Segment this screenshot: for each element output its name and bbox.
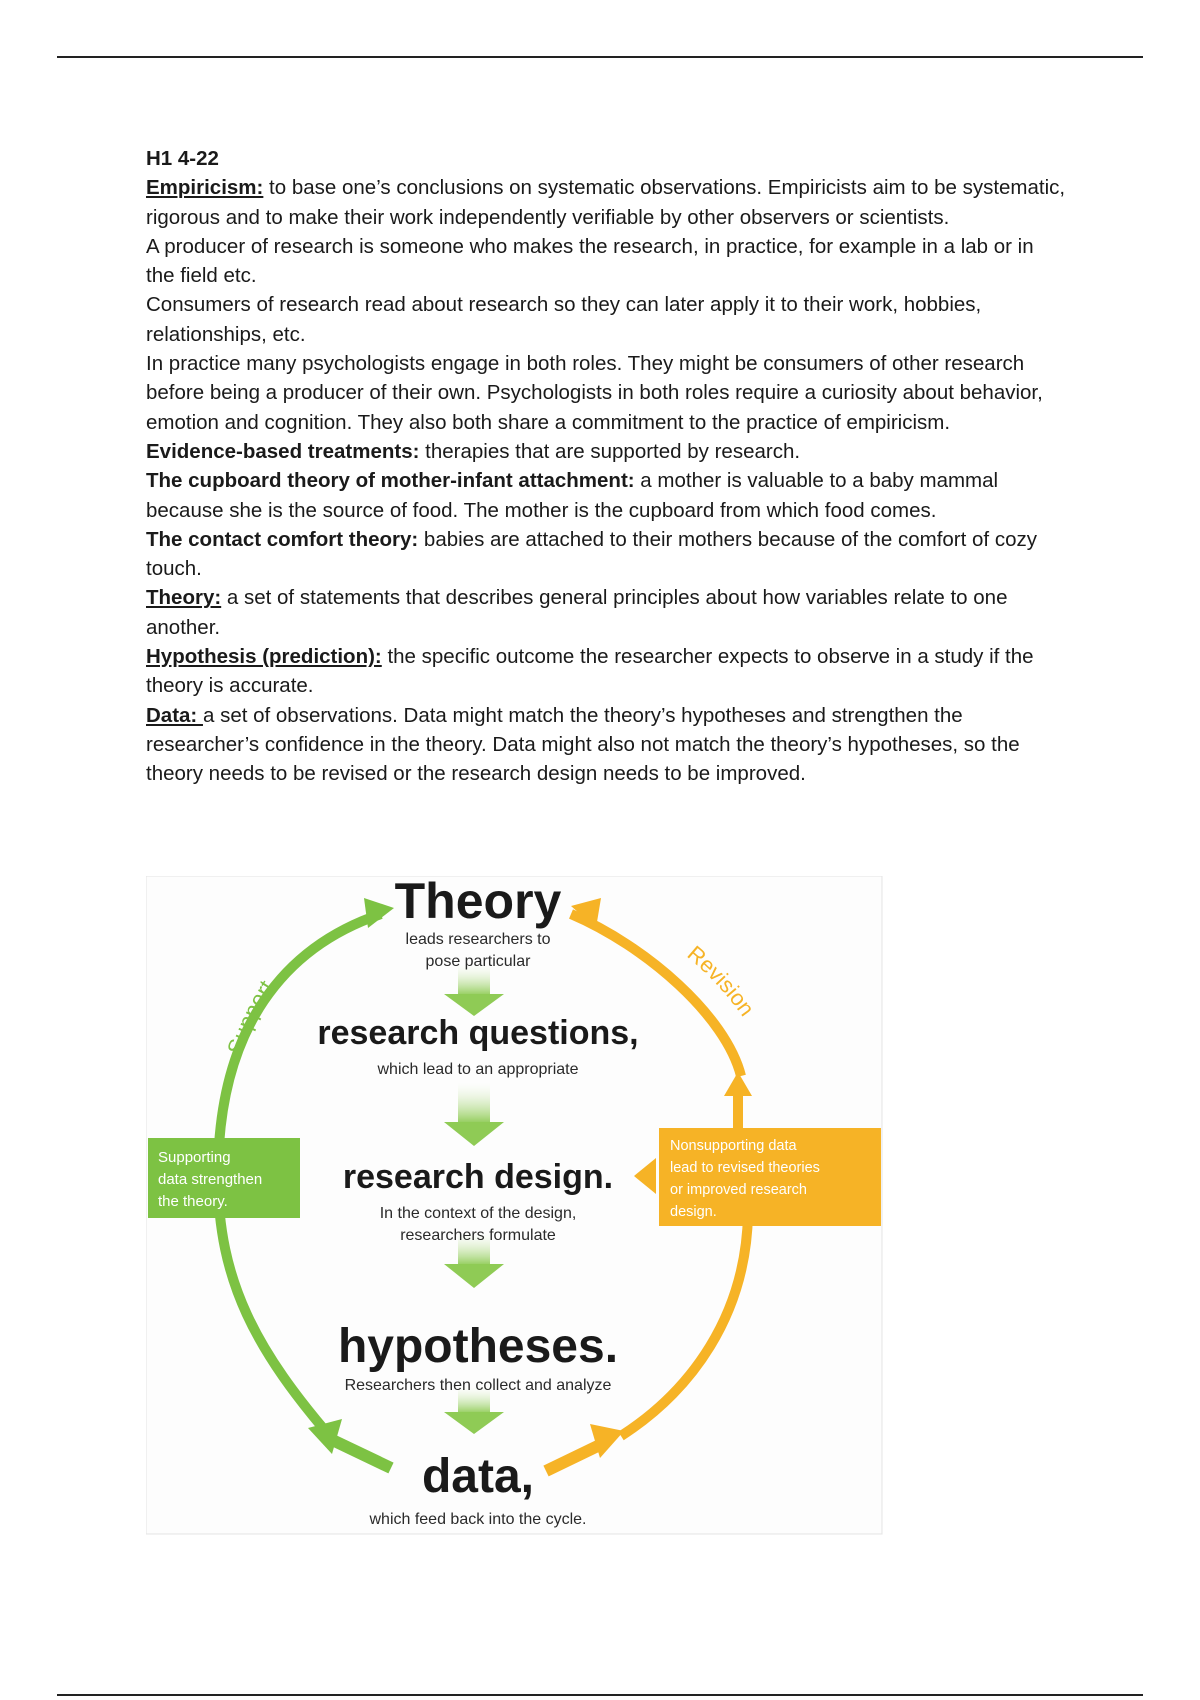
support-box-line-2: data strengthen — [158, 1171, 263, 1188]
paragraph-list — [146, 173, 1066, 788]
data-sub: which feed back into the cycle. — [369, 1511, 587, 1528]
term: Data: — [146, 703, 203, 727]
data-title: data, — [421, 1450, 535, 1503]
design-sub-1: In the context of the design, — [379, 1205, 577, 1222]
questions-title: research questions, — [317, 1014, 639, 1052]
support-label: Support — [222, 975, 279, 1058]
definition-text: babies are attached to their mothers because of the comfort of cozy touch. — [146, 527, 1037, 581]
revision-box-line-4: design. — [670, 1204, 717, 1220]
paragraph — [146, 232, 1066, 291]
revision-label: Revision — [682, 940, 760, 1021]
term: Evidence-based treatments: — [146, 439, 420, 463]
definition-text: the specific outcome the researcher expects to observe in a study if the theory is accurate. — [146, 645, 1034, 698]
paragraph — [146, 701, 1066, 789]
definition-text: a set of statements that describes general principles about how variables relate to one another. — [146, 586, 1008, 639]
paragraph — [146, 173, 1066, 232]
definition-text: therapies that are supported by research. — [419, 439, 801, 463]
revision-box-line-3: or improved research — [670, 1182, 807, 1198]
definition-text: A producer of research is someone who makes the research, in practice, for example in a lab or in the field etc. — [146, 234, 1034, 288]
term: The cupboard theory of mother-infant attachment: — [146, 469, 635, 493]
hypotheses-sub: Researchers then collect and analyze — [344, 1377, 612, 1394]
support-box-line-1: Supporting — [158, 1149, 231, 1166]
term: Empiricism: — [146, 176, 264, 200]
paragraph — [146, 583, 1066, 642]
design-title: research design. — [342, 1158, 614, 1196]
paragraph — [146, 437, 1066, 466]
theory-sub-1: leads researchers to — [405, 931, 551, 948]
paragraph — [146, 525, 1066, 584]
paragraph — [146, 290, 1066, 349]
theory-title: Theory — [394, 876, 562, 929]
revision-box-line-1: Nonsupporting data — [670, 1138, 797, 1154]
hypotheses-title: hypotheses. — [337, 1320, 619, 1373]
paragraph — [146, 466, 1066, 525]
definition-text: a mother is valuable to a baby mammal because she is the source of food. The mother is the cupboard from which food comes. — [146, 469, 999, 522]
bottom-rule — [57, 1694, 1143, 1696]
paragraph — [146, 642, 1066, 701]
design-sub-2: researchers formulate — [400, 1227, 556, 1244]
definition-text: In practice many psychologists engage in both roles. They might be consumers of other research before being a producer of their own. Psychologists in both roles require a curiosity about behavior, emotion and cognition. They also both share a commitment to the practice of empiricism. — [146, 352, 1043, 434]
theory-sub-2: pose particular — [425, 953, 531, 970]
page-heading: H1 4-22 — [146, 147, 219, 170]
definition-text: a set of observations. Data might match the theory’s hypotheses and strengthen the researcher’s confidence in the theory. Data might also not match the theory’s hypotheses, so the theory needs to be revised or the research design needs to be improved. — [146, 703, 1020, 786]
definition-text: to base one’s conclusions on systematic observations. Empiricists aim to be systematic, rigorous and to make their work independently verifiable by other observers or scientists. — [146, 176, 1066, 229]
paragraph — [146, 349, 1066, 437]
term: The contact comfort theory: — [146, 527, 419, 551]
term: Hypothesis (prediction): — [146, 645, 382, 669]
definition-text: Consumers of research read about research so they can later apply it to their work, hobbies, relationships, etc. — [146, 293, 982, 346]
support-box-line-3: the theory. — [158, 1193, 228, 1210]
term: Theory: — [146, 586, 222, 610]
research-cycle-diagram — [146, 876, 886, 1536]
questions-sub: which lead to an appropriate — [377, 1061, 579, 1078]
notes-body — [146, 144, 1066, 789]
revision-box-line-2: lead to revised theories — [670, 1160, 820, 1176]
top-rule — [57, 56, 1143, 58]
